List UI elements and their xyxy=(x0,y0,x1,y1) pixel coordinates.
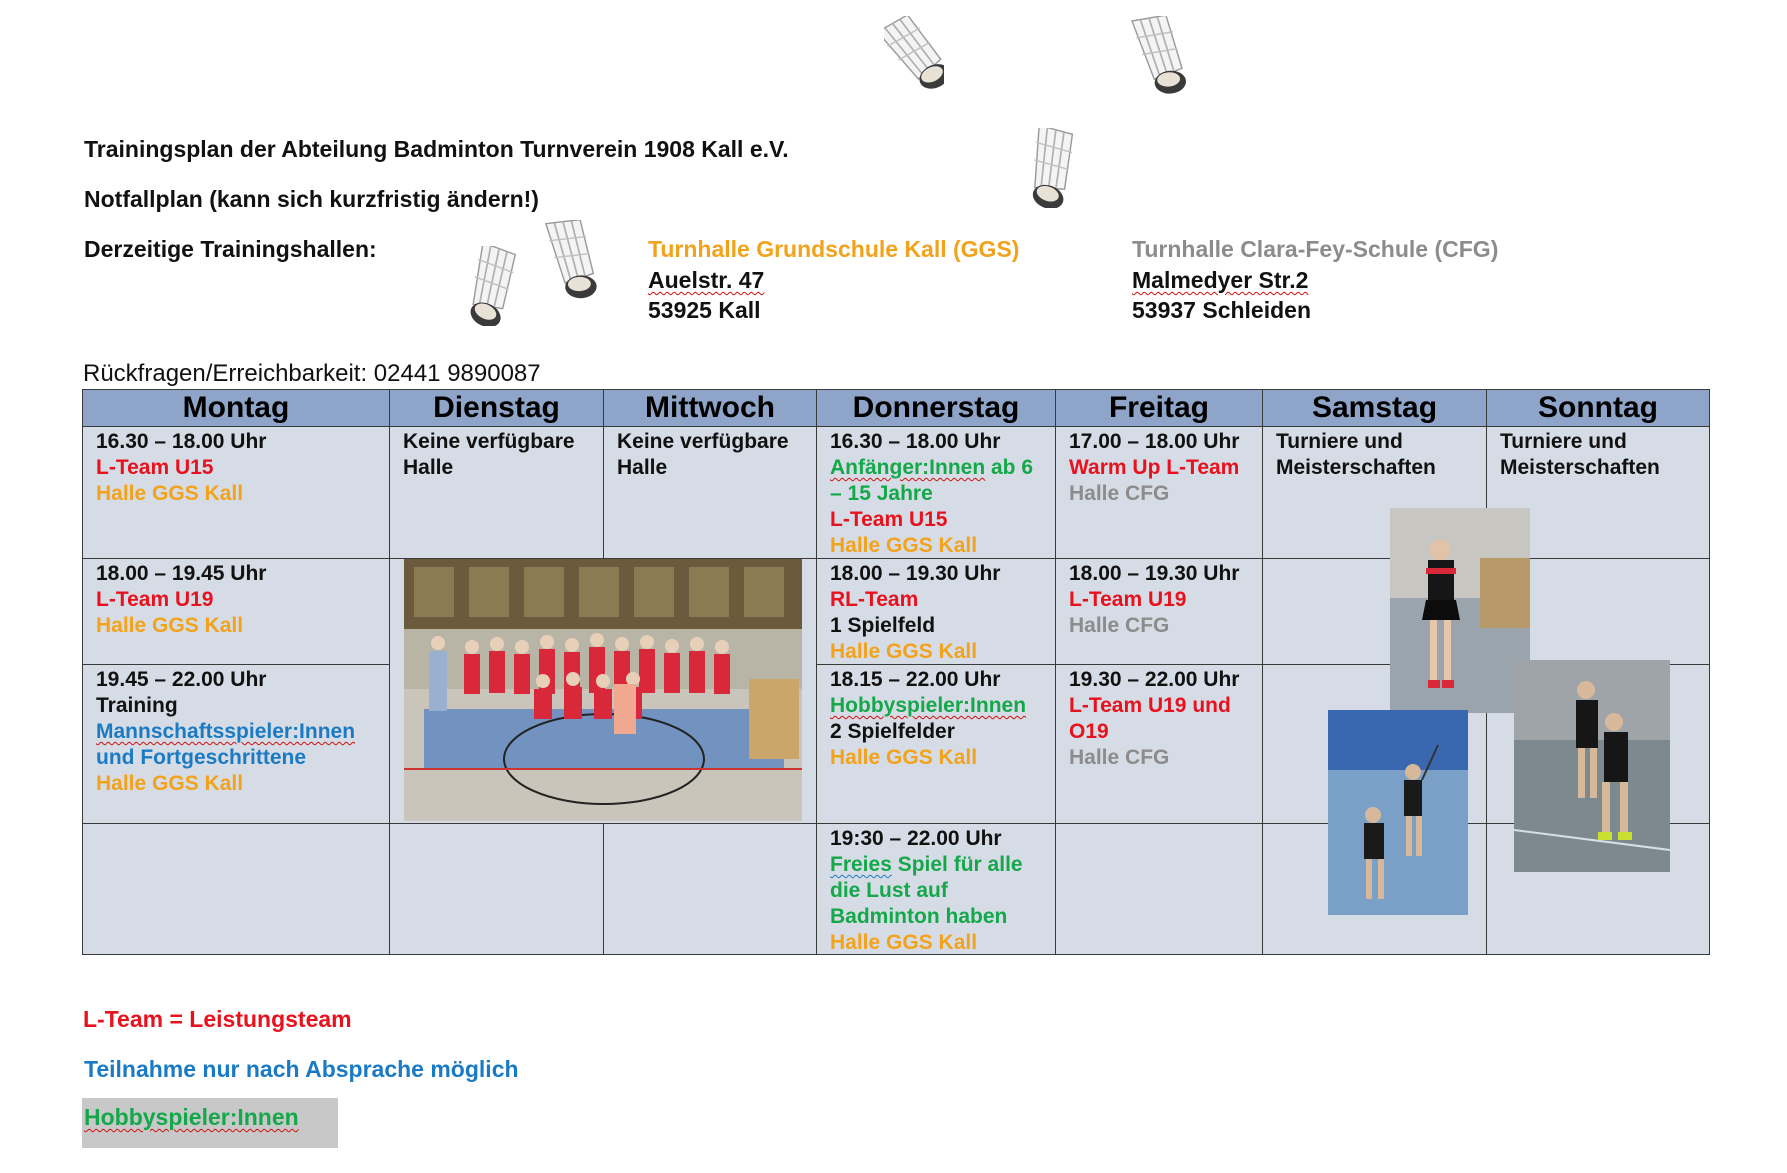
cell-montag-1: 16.30 – 18.00 Uhr L-Team U15 Halle GGS Kall xyxy=(82,426,390,559)
cell-donnerstag-1: 16.30 – 18.00 Uhr Anfänger:Innen ab 6 – 15 Jahre L-Team U15 Halle GGS Kall xyxy=(816,426,1056,559)
shuttlecock-icon xyxy=(1018,128,1078,208)
gym-city: 53937 Schleiden xyxy=(1132,297,1311,323)
cell-dienstag-1: Keine verfügbare Halle xyxy=(389,426,604,559)
gym-city: 53925 Kall xyxy=(648,297,761,323)
legend-lteam: L-Team = Leistungsteam xyxy=(83,1006,352,1032)
emergency-note: Notfallplan (kann sich kurzfristig ändern!) xyxy=(84,186,539,212)
day-header-dienstag: Dienstag xyxy=(389,389,604,427)
player-photo-woman xyxy=(1390,508,1530,713)
shuttlecock-icon xyxy=(458,246,518,326)
cell-montag-4 xyxy=(82,823,390,955)
shuttlecock-icon xyxy=(884,16,944,96)
halls-label: Derzeitige Trainingshallen: xyxy=(84,236,377,262)
cell-dienstag-4 xyxy=(389,823,604,955)
document-title: Trainingsplan der Abteilung Badminton Turnverein 1908 Kall e.V. xyxy=(84,136,789,162)
cell-montag-3: 19.45 – 22.00 Uhr Training Mannschaftsspieler:Innen und Fortgeschrittene Halle GGS Kall xyxy=(82,664,390,824)
day-header-montag: Montag xyxy=(82,389,390,427)
gym-name: Turnhalle Clara-Fey-Schule (CFG) xyxy=(1132,236,1499,262)
day-header-freitag: Freitag xyxy=(1055,389,1263,427)
day-header-sonntag: Sonntag xyxy=(1486,389,1710,427)
cell-mittwoch-4 xyxy=(603,823,817,955)
gym-street: Auelstr. 47 xyxy=(648,267,765,293)
cell-mittwoch-1: Keine verfügbare Halle xyxy=(603,426,817,559)
gym-street: Malmedyer Str.2 xyxy=(1132,267,1309,293)
contact-info: Rückfragen/Erreichbarkeit: 02441 9890087 xyxy=(83,360,541,387)
player-photo-jump xyxy=(1328,710,1468,915)
legend-absprache: Teilnahme nur nach Absprache möglich xyxy=(84,1056,519,1082)
legend-hobby-box xyxy=(82,1098,338,1148)
cell-samstag-1: Turniere und Meisterschaften xyxy=(1262,426,1487,559)
cell-freitag-4 xyxy=(1055,823,1263,955)
shuttlecock-icon xyxy=(540,220,600,300)
day-header-donnerstag: Donnerstag xyxy=(816,389,1056,427)
gym-cfg xyxy=(1132,236,1498,325)
player-photo-doubles xyxy=(1514,660,1670,872)
cell-sonntag-1: Turniere und Meisterschaften xyxy=(1486,426,1710,559)
gym-ggs xyxy=(648,236,1019,325)
cell-donnerstag-2: 18.00 – 19.30 Uhr RL-Team 1 Spielfeld Halle GGS Kall xyxy=(816,558,1056,665)
cell-donnerstag-3: 18.15 – 22.00 Uhr Hobbyspieler:Innen 2 Spielfelder Halle GGS Kall xyxy=(816,664,1056,824)
shuttlecock-icon xyxy=(1128,16,1188,96)
cell-montag-2: 18.00 – 19.45 Uhr L-Team U19 Halle GGS Kall xyxy=(82,558,390,665)
cell-freitag-2: 18.00 – 19.30 Uhr L-Team U19 Halle CFG xyxy=(1055,558,1263,665)
gym-name: Turnhalle Grundschule Kall (GGS) xyxy=(648,236,1020,262)
cell-freitag-1: 17.00 – 18.00 Uhr Warm Up L-Team Halle CFG xyxy=(1055,426,1263,559)
team-photo xyxy=(404,559,802,821)
cell-donnerstag-4: 19:30 – 22.00 Uhr Freies Spiel für alle die Lust auf Badminton haben Halle GGS Kall xyxy=(816,823,1056,955)
day-header-mittwoch: Mittwoch xyxy=(603,389,817,427)
cell-freitag-3: 19.30 – 22.00 Uhr L-Team U19 und O19 Halle CFG xyxy=(1055,664,1263,824)
legend-hobby: Hobbyspieler:Innen xyxy=(84,1104,299,1130)
day-header-samstag: Samstag xyxy=(1262,389,1487,427)
